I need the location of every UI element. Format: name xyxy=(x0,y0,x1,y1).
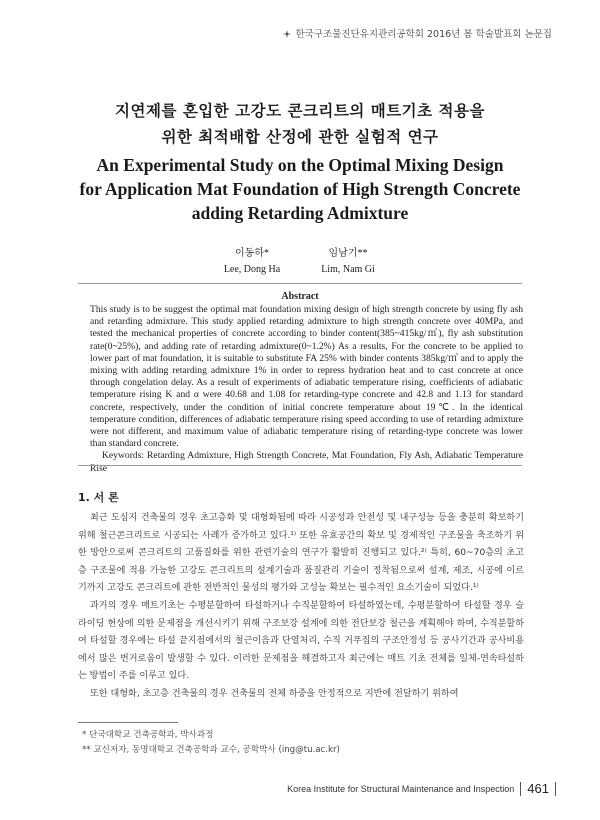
running-header xyxy=(283,26,552,40)
introduction-body xyxy=(78,510,524,704)
korean-title-line: 위한 최적배합 산정에 관한 실험적 연구 xyxy=(161,128,439,146)
footer-divider xyxy=(555,782,556,796)
author-names-korean xyxy=(0,246,600,262)
body-paragraph: 최근 도심지 건축물의 경우 초고층화 및 대형화됨에 따라 시공성과 안전성 및 내구성능 등을 충분히 확보하기 위해 철근콘크리트로 시공되는 사례가 증가하고 있다.¹⁾ 또한 유효공간의 확보 및 경제적인 구조물을 축조하기 위한 방안으로써 콘크리트의 고품질화를 위한 관련기술의 연구가 활발히 진행되고 있다.²⁾ 특히, 60~70층의 초고층 구조물에 적용 가능한 고강도 콘크리트의 설계기술과 품질관리 기술이 정착됨으로써 설계, 제조, 시공에 이르기까지 고강도 콘크리트에 관한 전반적인 물성의 평가와 고성능 확보는 필수적인 요소기술이 되었다.¹⁾ xyxy=(78,513,524,594)
footnote-rule xyxy=(78,722,178,723)
author-name: Lim, Nam Gi xyxy=(321,264,375,275)
korean-title xyxy=(40,98,560,150)
publisher-name: Korea Institute for Structural Maintenance and Inspection xyxy=(287,783,515,794)
conference-name: 한국구조물진단유지관리공학회 2016년 봄 학술발표회 논문집 xyxy=(295,29,552,40)
abstract-body xyxy=(90,304,523,475)
keywords: Keywords: Retarding Admixture, High Strength Concrete, Mat Foundation, Fly Ash, Adiabatic Temperature Rise xyxy=(90,450,523,474)
english-title-line: An Experimental Study on the Optimal Mixing Design xyxy=(96,155,504,175)
english-title-line: adding Retarding Admixture xyxy=(191,203,409,223)
author-name: 임남기** xyxy=(328,248,368,259)
korean-title-line: 지연제를 혼입한 고강도 콘크리트의 매트기초 적용을 xyxy=(115,102,485,120)
sparkle-icon xyxy=(283,30,291,38)
footnote: ** 교신저자, 동명대학교 건축공학과 교수, 공학박사 (ing@tu.ac.kr) xyxy=(82,745,340,755)
author-name: 이동하* xyxy=(235,248,269,259)
abstract-text: This study is to be suggest the optimal mat foundation mixing design of high strength concrete by using fly ash and retarding admixture. This study applied retarding admixture to high strength concrete over 40MPa, and tested the mechanical properties of concrete according to binder content(385~415kg/㎥), fly ash substitution rate(0~25%), and adding rate of retarding admixture(0~1.2%) As a results, For the concrete to be applied to lower part of mat foundation, it is suitable to substitute FA 25% with binder contents 385kg/㎥ and to apply the mixing with adding retarding admixture 1% in order to repress hydration heat and to cast concrete at once through congelation delay. As a result of experiments of adiabatic temperature rising, coefficients of adiabatic temperature rising K and α were 40.68 and 1.08 for retarding-type concrete and 42.8 and 1.13 for standard concrete, respectively, under the condition of initial concrete temperature about 19℃. In the identical temperature condition, differences of adiabatic temperature rising speed according to use of retarding admixture were not different, and maximum value of adiabatic temperature rising of retarding-type concrete was lower than standard concrete. xyxy=(90,304,523,450)
abstract-bottom-rule xyxy=(78,465,522,466)
abstract-top-rule xyxy=(78,283,522,284)
body-paragraph: 과거의 경우 매트기초는 수평분할하여 타설하거나 수직분할하여 타설하였는데, 수평분할하여 타설할 경우 슬라이딩 현상에 의한 문제점을 개선시키기 위해 구조보강 설계에 의한 전단보강 철근을 계획해야 하며, 수직분할하여 타설할 경우에는 타설 끝지점에서의 철근이음과 단열처리, 수직 거푸집의 구조안정성 등 공사기간과 공사비용에서 많은 번거로움이 발생할 수 있다. 이러한 문제점을 해결하고자 최근에는 매트 기초 전체를 일체-연속타설하는 방법이 주를 이루고 있다. xyxy=(78,600,524,682)
author-names-english xyxy=(0,262,600,278)
author-block xyxy=(0,246,600,278)
footnotes xyxy=(82,728,340,758)
abstract-heading: Abstract xyxy=(281,291,319,302)
english-title xyxy=(30,153,570,225)
footnote: * 단국대학교 건축공학과, 박사과정 xyxy=(82,730,214,740)
footer-divider xyxy=(520,782,521,796)
author-name: Lee, Dong Ha xyxy=(223,264,281,275)
page-footer xyxy=(287,781,556,796)
section-heading: 1. 서 론 xyxy=(78,491,119,504)
body-paragraph: 또한 대형화, 초고층 건축물의 경우 건축물의 전체 하중을 안정적으로 지반에 전달하기 위하여 xyxy=(90,688,459,699)
page-number: 461 xyxy=(527,781,549,796)
english-title-line: for Application Mat Foundation of High Strength Concrete xyxy=(79,179,521,199)
